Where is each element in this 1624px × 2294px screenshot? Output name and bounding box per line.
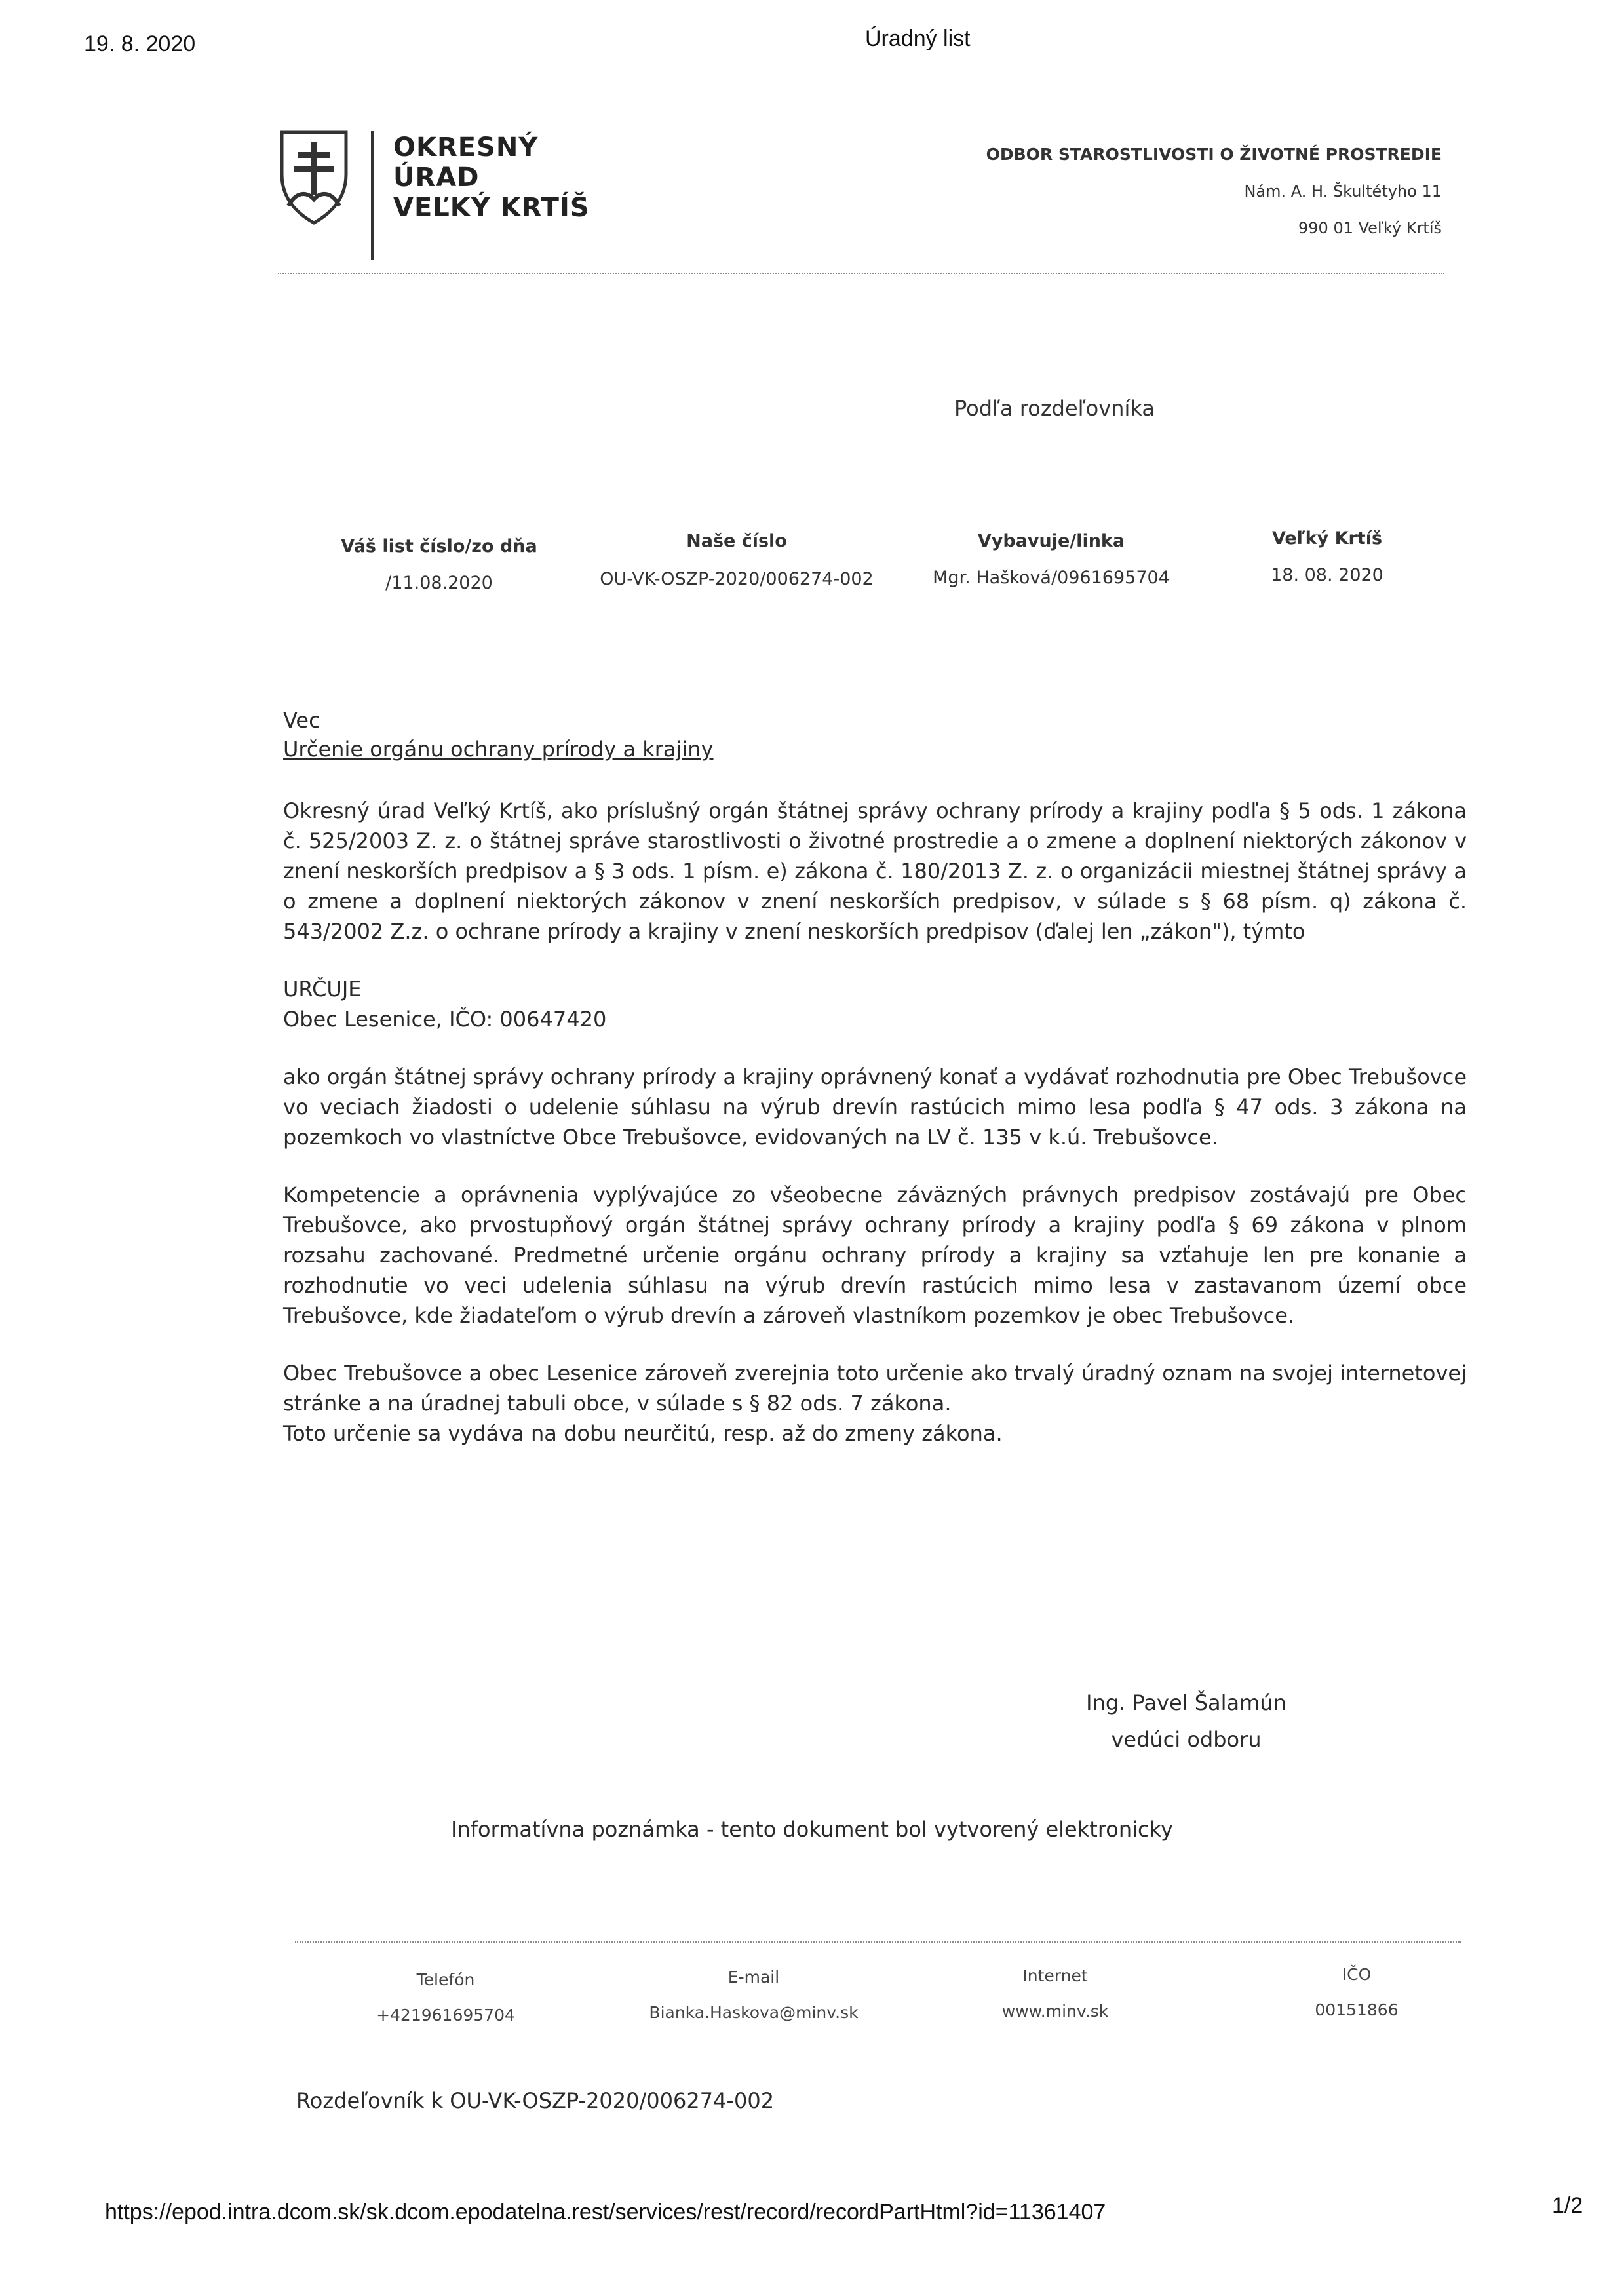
your-letter-value: /11.08.2020 <box>385 573 493 593</box>
intro-paragraph: Okresný úrad Veľký Krtíš, ako príslušný orgán štátnej správy ochrany prírody a krajiny podľa § 5 ods. 1 zákona č. 525/2003 Z. z. o štátnej správe starostlivosti o životné prostredie a o zmene a doplnení niektorých zákonov v znení neskorších predpisov a § 3 ods. 1 písm. e) zákona č. 180/2013 Z. z. o organizácii miestnej štátnej správy a o zmene a doplnení niektorých zákonov v znení neskorších predpisov, v súlade s § 68 písm. q) zákona č. 543/2002 Z.z. o ochrane prírody a krajiny v znení neskorších predpisov (ďalej len „zákon"), týmto <box>283 798 1467 944</box>
email-value: Bianka.Haskova@minv.sk <box>649 2003 859 2022</box>
footer-divider <box>295 1941 1461 1943</box>
office-name <box>393 132 590 223</box>
header-divider <box>278 273 1444 274</box>
paragraph-3: Obec Trebušovce a obec Lesenice zároveň zverejnia toto určenie ako trvalý úradný oznam na svojej internetovej stránke a na úradnej tabuli obce, v súlade s § 82 ods. 7 zákona. <box>283 1361 1467 1416</box>
recipient: Podľa rozdeľovníka <box>954 396 1155 421</box>
print-title: Úradný list <box>865 26 971 51</box>
signature-block <box>1022 1684 1350 1758</box>
signatory-role: vedúci odboru <box>1111 1727 1262 1752</box>
office-name-line-2: ÚRAD <box>393 163 480 193</box>
department-street: Nám. A. H. Škultétyho 11 <box>1244 182 1442 201</box>
decision-word: URČUJE <box>283 977 362 1001</box>
place-date: 18. 08. 2020 <box>1271 565 1383 585</box>
phone-label: Telefón <box>416 1970 475 1989</box>
coat-of-arms-icon <box>278 128 350 227</box>
handled-by-value: Mgr. Hašková/0961695704 <box>933 568 1170 588</box>
our-number-value: OU-VK-OSZP-2020/006274-002 <box>600 569 874 589</box>
logo-divider <box>371 131 374 260</box>
office-name-line-1: OKRESNÝ <box>393 132 539 163</box>
print-date: 19. 8. 2020 <box>84 31 196 56</box>
department-address <box>986 136 1442 246</box>
paragraph-2: Kompetencie a oprávnenia vyplývajúce zo všeobecne záväzných právnych predpisov zostávajú pre Obec Trebušovce, ako prvostupňový orgán štátnej správy ochrany prírody a krajiny podľa § 69 zákona v plnom rozsahu zachované. Predmetné určenie orgánu ochrany prírody a krajiny sa vzťahuje len pre konanie a rozhodnutie vo veci udelenia súhlasu na výrub drevín rastúcich mimo lesa v zastavanom území obce Trebušovce, kde žiadateľom o výrub drevín a zároveň vlastníkom pozemkov je obec Trebušovce. <box>283 1182 1467 1328</box>
your-letter-label: Váš list číslo/zo dňa <box>341 536 537 556</box>
internet-label: Internet <box>1022 1966 1088 1985</box>
phone-value: +421961695704 <box>376 2006 515 2025</box>
letter-body <box>283 796 1467 1448</box>
paragraph-1: ako orgán štátnej správy ochrany prírody a krajiny oprávnený konať a vydávať rozhodnutia pre Obec Trebušovce vo veciach žiadosti o udelenie súhlasu na výrub drevín rastúcich mimo lesa podľa § 47 ods. 3 zákona na pozemkoch vo vlastníctve Obce Trebušovce, evidovaných na LV č. 135 v k.ú. Trebušovce. <box>283 1064 1467 1150</box>
distribution-list: Rozdeľovník k OU-VK-OSZP-2020/006274-002 <box>296 2088 775 2113</box>
subject-title: Určenie orgánu ochrany prírody a krajiny <box>283 737 714 762</box>
subject-label: Vec <box>283 708 320 733</box>
email-label: E-mail <box>727 1968 780 1987</box>
signatory-name: Ing. Pavel Šalamún <box>1086 1690 1286 1715</box>
our-number-label: Naše číslo <box>686 531 787 551</box>
ico-value: 00151866 <box>1315 2000 1399 2019</box>
paragraph-4: Toto určenie sa vydáva na dobu neurčitú, resp. až do zmeny zákona. <box>283 1421 1003 1446</box>
print-url: https://epod.intra.dcom.sk/sk.dcom.epodatelna.rest/services/rest/record/recordPartHtml?id=11361407 <box>105 2200 1106 2225</box>
ico-label: IČO <box>1342 1965 1372 1984</box>
department-name: ODBOR STAROSTLIVOSTI O ŽIVOTNÉ PROSTREDIE <box>986 145 1442 164</box>
handled-by-label: Vybavuje/linka <box>977 531 1125 551</box>
internet-value: www.minv.sk <box>1001 2002 1109 2021</box>
place-label: Veľký Krtíš <box>1271 528 1383 549</box>
department-city: 990 01 Veľký Krtíš <box>1298 219 1442 237</box>
office-name-line-3: VEĽKÝ KRTÍŠ <box>393 193 590 223</box>
decision-entity: Obec Lesenice, IČO: 00647420 <box>283 1007 607 1032</box>
print-page-number: 1/2 <box>1552 2193 1583 2218</box>
informative-note: Informatívna poznámka - tento dokument bol vytvorený elektronicky <box>451 1817 1173 1842</box>
